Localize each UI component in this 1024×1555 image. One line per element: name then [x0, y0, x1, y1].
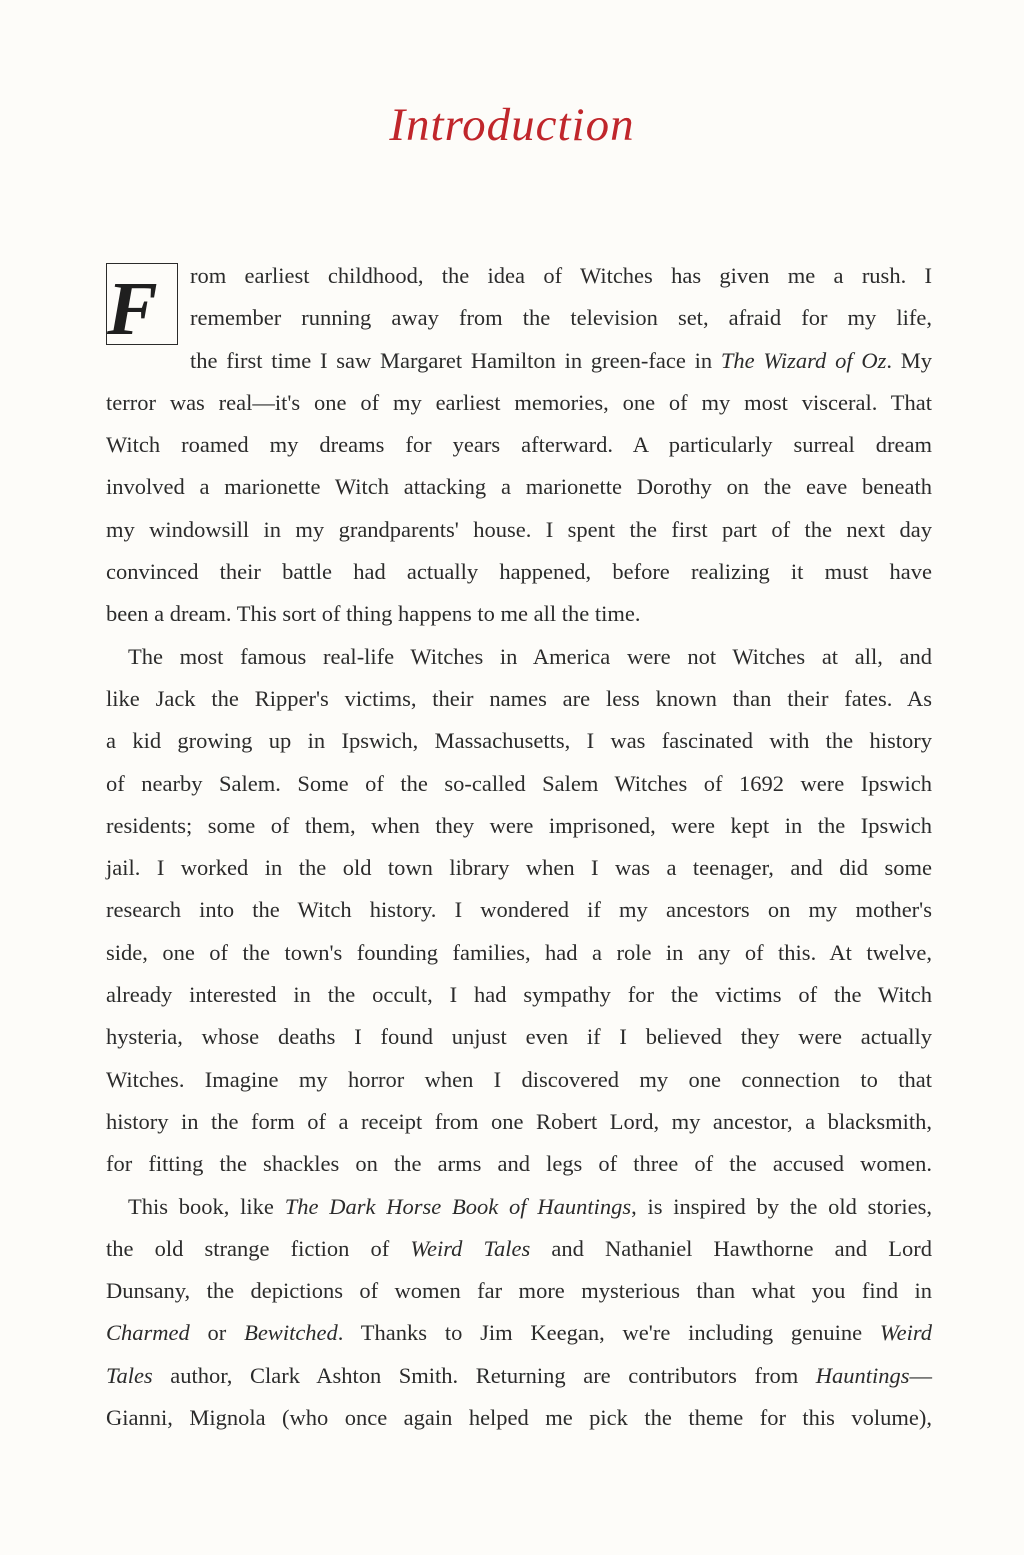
text-line: the first time I saw Margaret Hamilton in green-face in The Wizard of Oz. My: [190, 347, 933, 373]
text-line: my windowsill in my grandparents' house. I spent the first part of the next day: [106, 516, 932, 542]
text-line: residents; some of them, when they were imprisoned, were kept in the Ipswich: [106, 812, 932, 838]
text-line: Tales author, Clark Ashton Smith. Returning are contributors from Hauntings—: [106, 1362, 932, 1388]
text-line: Witches. Imagine my horror when I discovered my one connection to that: [106, 1066, 932, 1092]
drop-cap: F: [106, 263, 178, 345]
text-line: involved a marionette Witch attacking a marionette Dorothy on the eave beneath: [106, 474, 932, 500]
text-line: been a dream. This sort of thing happens to me all the time.: [106, 601, 641, 627]
text-line: like Jack the Ripper's victims, their names are less known than their fates. As: [106, 685, 932, 711]
text-line: side, one of the town's founding families, had a role in any of this. At twelve,: [106, 939, 932, 965]
paragraph-2: [106, 636, 932, 1186]
text-line: Gianni, Mignola (who once again helped me pick the theme for this volume),: [106, 1405, 932, 1431]
text-line: This book, like The Dark Horse Book of Hauntings, is inspired by the old stories,: [128, 1193, 932, 1219]
text-line: of nearby Salem. Some of the so-called Salem Witches of 1692 were Ipswich: [106, 770, 932, 796]
body-text: [106, 255, 932, 1439]
text-line: The most famous real-life Witches in America were not Witches at all, and: [128, 643, 932, 669]
text-line: Charmed or Bewitched. Thanks to Jim Keegan, we're including genuine Weird: [106, 1320, 932, 1346]
text-line: Dunsany, the depictions of women far more mysterious than what you find in: [106, 1278, 932, 1304]
text-line: hysteria, whose deaths I found unjust even if I believed they were actually: [106, 1024, 932, 1050]
paragraph-1: [106, 255, 932, 636]
text-line: a kid growing up in Ipswich, Massachusetts, I was fascinated with the history: [106, 728, 932, 754]
text-line: the old strange fiction of Weird Tales and Nathaniel Hawthorne and Lord: [106, 1235, 932, 1261]
text-line: already interested in the occult, I had sympathy for the victims of the Witch: [106, 982, 932, 1008]
text-line: convinced their battle had actually happened, before realizing it must have: [106, 559, 932, 585]
text-line: for fitting the shackles on the arms and legs of three of the accused women.: [106, 1151, 932, 1177]
paragraph-3: [106, 1186, 932, 1440]
text-line: rom earliest childhood, the idea of Witches has given me a rush. I: [190, 263, 932, 288]
page-title: Introduction: [389, 99, 635, 151]
text-line: terror was real—it's one of my earliest memories, one of my most visceral. That: [106, 389, 932, 415]
text-line: Witch roamed my dreams for years afterward. A particularly surreal dream: [106, 432, 932, 458]
text-line: research into the Witch history. I wondered if my ancestors on my mother's: [106, 897, 932, 923]
text-line: history in the form of a receipt from one Robert Lord, my ancestor, a blacksmith,: [106, 1108, 932, 1134]
text-line: jail. I worked in the old town library when I was a teenager, and did some: [106, 855, 932, 881]
text-line: remember running away from the television set, afraid for my life,: [190, 305, 932, 331]
